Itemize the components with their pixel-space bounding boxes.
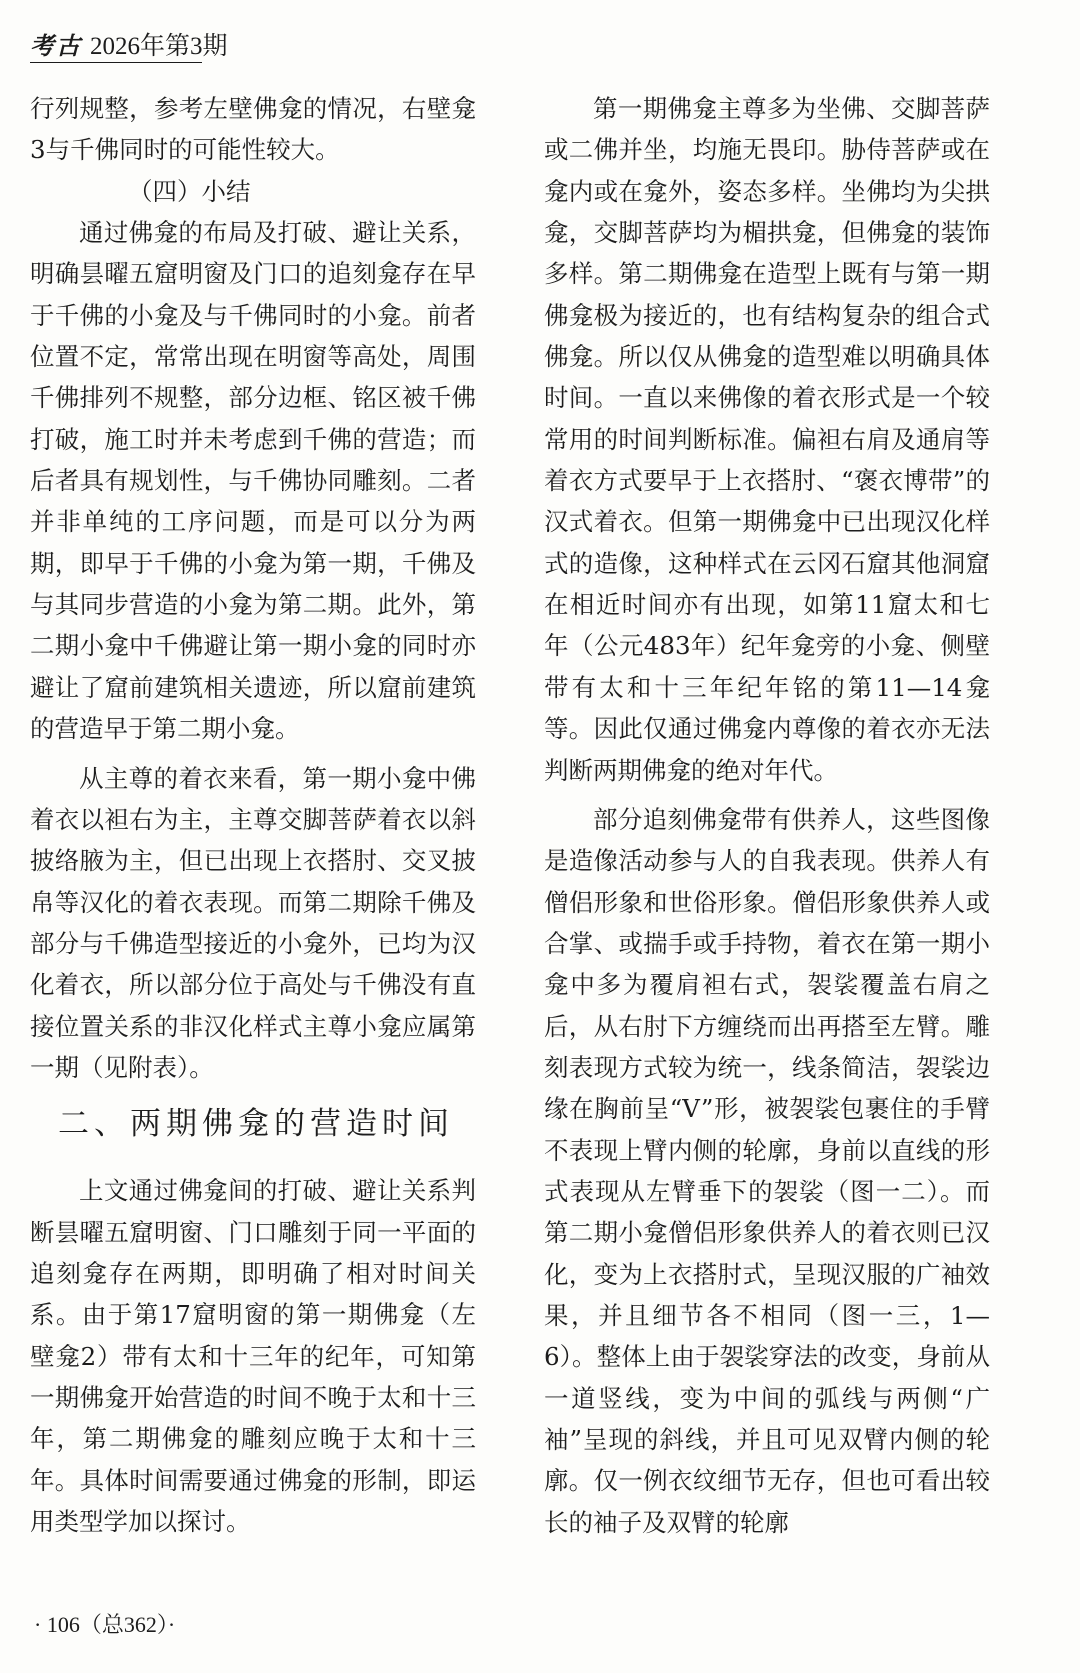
page-number: · 106（总362）· <box>34 1612 176 1637</box>
section-heading: 二、两期佛龛的营造时间 <box>58 1106 454 1143</box>
paragraph: 部分追刻佛龛带有供养人，这些图像是造像活动参与人的自我表现。供养人有僧侣形象和世俗形象。僧侣形象供养人或合掌、或揣手或手持物，着衣在第一期小龛中多为覆肩袒右式，袈裟覆盖右肩之后，从右肘下方缠绕而出再搭至左臂。雕刻表现方式较为统一，线条简洁，袈裟边缘在胸前呈“V”形，被袈裟包裹住的手臂不表现上臂内侧的轮廓，身前以直线的形式表现从左臂垂下的袈裟（图一二）。而第二期小龛僧侣形象供养人的着衣则已汉化，变为上衣搭肘式，呈现汉服的广袖效果，并且细节各不相同（图一三，1—6）。整体上由于袈裟穿法的改变，身前从一道竖线，变为中间的弧线与两侧“广袖”呈现的斜线，并且可见双臂内侧的轮廓。仅一例衣纹细节无存，但也可看出较长的袖子及双臂的轮廓 <box>544 804 990 1537</box>
left-column <box>30 88 476 1542</box>
paragraph: 通过佛龛的布局及打破、避让关系，明确昙曜五窟明窗及门口的追刻龛存在早于千佛的小龛及与千佛同时的小龛。前者位置不定，常常出现在明窗等高处，周围千佛排列不规整，部分边框、铭区被千佛打破，施工时并未考虑到千佛的营造；而后者具有规划性，与千佛协同雕刻。二者并非单纯的工序问题，而是可以分为两期，即早于千佛的小龛为第一期，千佛及与其同步营造的小龛为第二期。此外，第二期小龛中千佛避让第一期小龛的同时亦避让了窟前建筑相关遗迹，所以窟前建筑的营造早于第二期小龛。 <box>30 218 476 744</box>
right-column <box>544 88 990 1543</box>
header-rule <box>30 62 202 63</box>
paragraph: 上文通过佛龛间的打破、避让关系判断昙曜五窟明窗、门口雕刻于同一平面的追刻龛存在两期，即明确了相对时间关系。由于第17窟明窗的第一期佛龛（左壁龛2）带有太和十三年的纪年，可知第一期佛龛开始营造的时间不晚于太和十三年，第二期佛龛的雕刻应晚于太和十三年。具体时间需要通过佛龛的形制，即运用类型学加以探讨。 <box>30 1176 476 1536</box>
paragraph: 行列规整，参考左壁佛龛的情况，右壁龛3与千佛同时的可能性较大。 <box>30 94 476 165</box>
subsection-heading: （四）小结 <box>128 176 251 206</box>
journal-logo: 考古 <box>30 31 82 60</box>
running-header <box>30 26 228 62</box>
issue-label: 2026年第3期 <box>90 33 228 60</box>
paragraph: 第一期佛龛主尊多为坐佛、交脚菩萨或二佛并坐，均施无畏印。胁侍菩萨或在龛内或在龛外，姿态多样。坐佛均为尖拱龛，交脚菩萨均为楣拱龛，但佛龛的装饰多样。第二期佛龛在造型上既有与第一期佛龛极为接近的，也有结构复杂的组合式佛龛。所以仅从佛龛的造型难以明确具体时间。一直以来佛像的着衣形式是一个较常用的时间判断标准。偏袒右肩及通肩等着衣方式要早于上衣搭肘、“褒衣博带”的汉式着衣。但第一期佛龛中已出现汉化样式的造像，这种样式在云冈石窟其他洞窟在相近时间亦有出现，如第11窟太和七年（公元483年）纪年龛旁的小龛、侧壁带有太和十三年纪年铭的第11—14龛等。因此仅通过佛龛内尊像的着衣亦无法判断两期佛龛的绝对年代。 <box>544 94 990 785</box>
paragraph: 从主尊的着衣来看，第一期小龛中佛着衣以袒右为主，主尊交脚菩萨着衣以斜披络腋为主，但已出现上衣搭肘、交叉披帛等汉化的着衣表现。而第二期除千佛及部分与千佛造型接近的小龛外，已均为汉化着衣，所以部分位于高处与千佛没有直接位置关系的非汉化样式主尊小龛应属第一期（见附表）。 <box>30 763 476 1082</box>
